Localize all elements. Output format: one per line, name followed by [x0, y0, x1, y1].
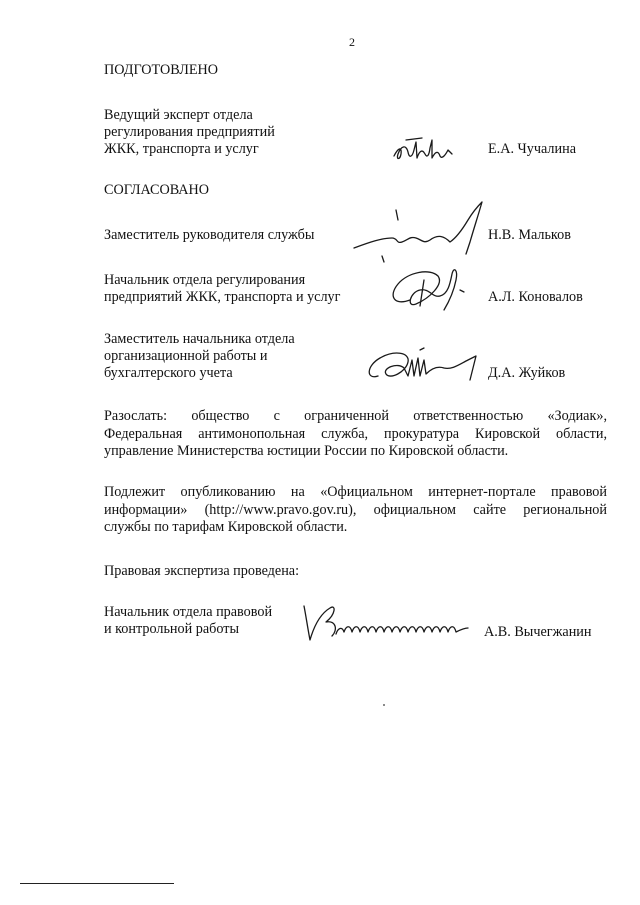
scan-speck — [383, 704, 385, 706]
position-line: регулирования предприятий — [104, 124, 275, 140]
position-line: бухгалтерского учета — [104, 365, 233, 381]
signer-1-name: Н.В. Мальков — [488, 227, 571, 243]
paragraph-line: службы по тарифам Кировской области. — [104, 519, 348, 535]
paragraph-line: управление Министерства юстиции России по Кировской области. — [104, 443, 509, 459]
position-line: ЖКК, транспорта и услуг — [104, 141, 259, 157]
paragraph-line: Федеральная антимонопольная служба, прокуратура Кировской области, — [104, 425, 607, 442]
prepared-name: Е.А. Чучалина — [488, 141, 576, 157]
paragraph-line: Разослать: общество с ограниченной ответственностью «Зодиак», — [104, 408, 607, 424]
legal-review-position — [104, 604, 272, 638]
signer-2-position — [104, 272, 340, 306]
signature-konovalov — [380, 262, 470, 318]
signature-malkov — [352, 198, 486, 268]
distribution-paragraph — [104, 408, 607, 461]
publication-paragraph — [104, 484, 607, 537]
signer-3-name: Д.А. Жуйков — [488, 365, 566, 381]
position-line: Ведущий эксперт отдела — [104, 107, 253, 123]
footnote-rule — [20, 883, 174, 884]
agreed-heading: СОГЛАСОВАНО — [104, 182, 210, 198]
position-line: и контрольной работы — [104, 621, 239, 637]
signer-1-position — [104, 227, 314, 244]
prepared-position — [104, 107, 275, 158]
prepared-heading: ПОДГОТОВЛЕНО — [104, 62, 218, 78]
page-number: 2 — [349, 35, 355, 49]
position-line: Заместитель руководителя службы — [104, 227, 315, 243]
position-line: Заместитель начальника отдела — [104, 331, 295, 347]
signature-chuchalina — [392, 134, 462, 166]
position-line: Начальник отдела правовой — [104, 604, 273, 620]
paragraph-line: информации» (http://www.pravo.gov.ru), официальном сайте региональной — [104, 501, 607, 518]
position-line: организационной работы и — [104, 348, 268, 364]
signer-2-name: А.Л. Коновалов — [488, 289, 583, 305]
signature-vychegzhanin — [296, 600, 472, 644]
signer-3-position — [104, 331, 295, 382]
paragraph-line: Подлежит опубликованию на «Официальном интернет-портале правовой — [104, 484, 607, 500]
legal-review-name: А.В. Вычегжанин — [484, 624, 592, 640]
signature-zhuikov — [364, 346, 482, 386]
position-line: предприятий ЖКК, транспорта и услуг — [104, 289, 341, 305]
position-line: Начальник отдела регулирования — [104, 272, 306, 288]
legal-review-statement: Правовая экспертиза проведена: — [104, 563, 300, 579]
